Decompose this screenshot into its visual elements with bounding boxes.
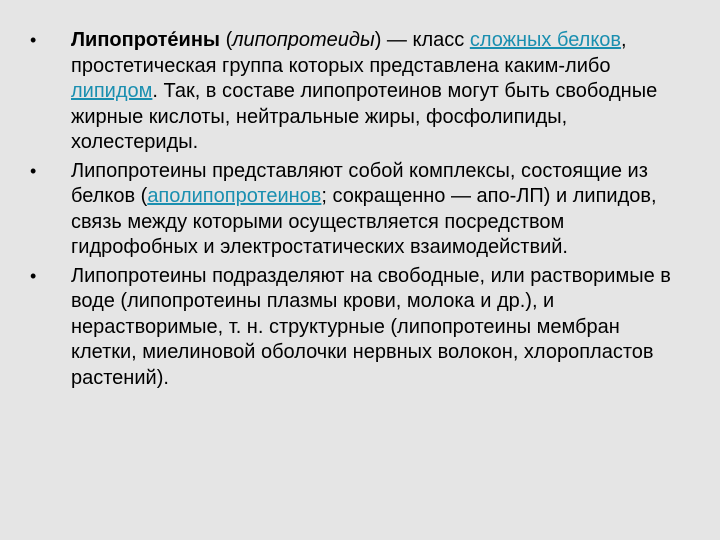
bullet-item: [30, 159, 690, 261]
text-span: ) — класс: [374, 29, 470, 51]
text-span: (: [220, 29, 233, 51]
text-span: ; сокращенно — апо-ЛП) и липидов, связь между которыми осуществляется посредством гидрофобных и электростатических взаимодействий.: [71, 185, 657, 258]
bullet-item: [30, 28, 690, 156]
term-lipoproteins: Липопроте́ины: [71, 29, 221, 51]
bullet-dot: •: [30, 30, 37, 50]
text-span: , простетическая группа которых представлена каким-либо: [71, 29, 627, 77]
bullet-dot: •: [30, 160, 37, 181]
text-span: Липопротеины представляют собой комплексы, состоящие из белков (: [71, 159, 648, 207]
text-span: Липопротеины подразделяют на свободные, или растворимые в воде (липопротеины плазмы крови, молока и др.), и нерастворимые, т. н. структурные (липопротеины мембран клетки, миелиновой оболочки нервных волокон, хлоропластов растений).: [71, 264, 671, 389]
term-lipoproteids: липопротеиды: [232, 29, 375, 51]
link-complex-proteins[interactable]: сложных белков: [469, 29, 622, 51]
link-lipid[interactable]: липидом: [71, 80, 153, 102]
bullet-list: [30, 28, 690, 394]
bullet-dot: •: [30, 265, 37, 286]
text-span: . Так, в составе липопротеинов могут быть свободные жирные кислоты, нейтральные жиры, фосфолипиды, холестериды.: [71, 80, 658, 153]
bullet-item: [30, 264, 690, 392]
link-apolipoproteins[interactable]: аполипопротеинов: [147, 185, 322, 207]
